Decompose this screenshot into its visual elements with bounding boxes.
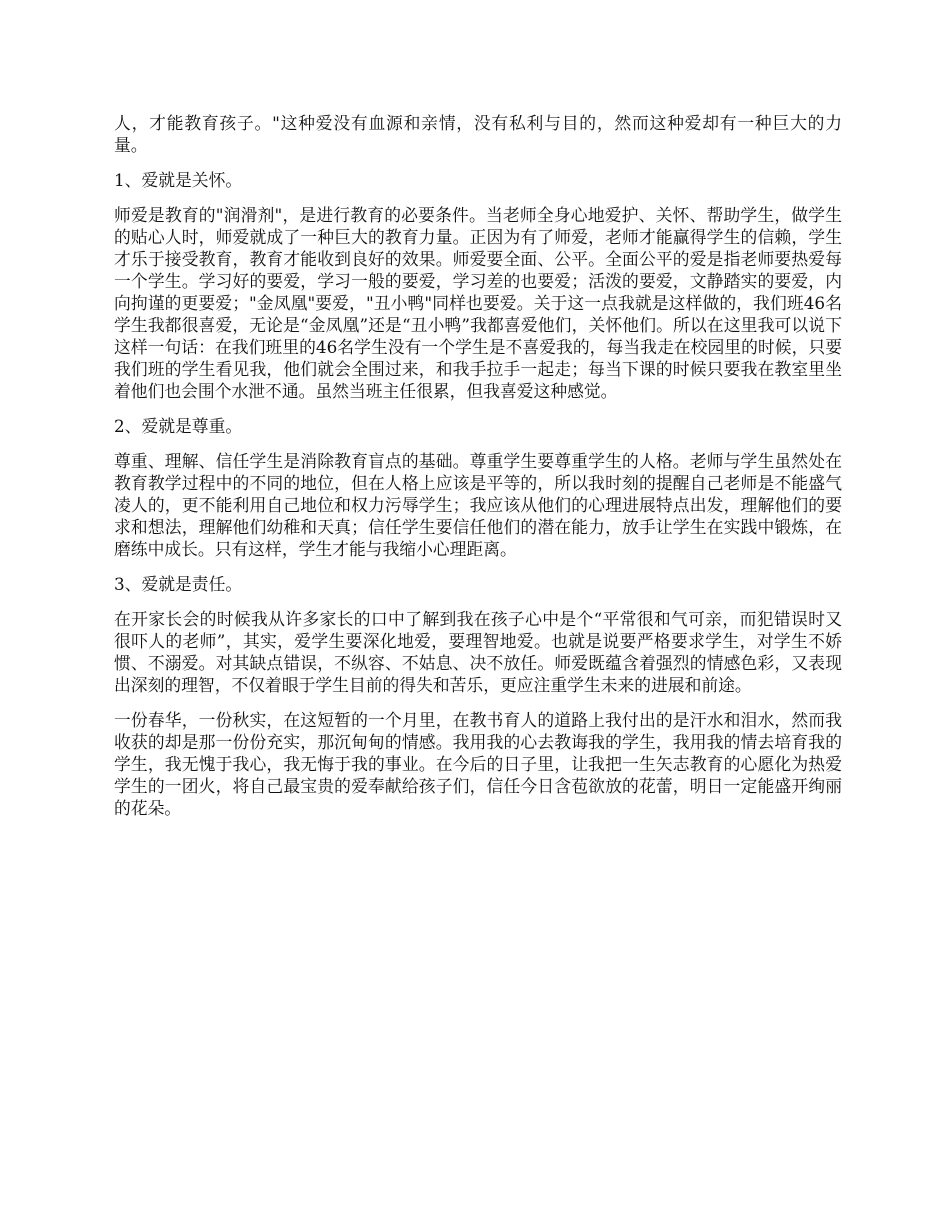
- paragraph-intro-continued: 人，才能教育孩子。"这种爱没有血源和亲情，没有私利与目的，然而这种爱却有一种巨大的力量。: [114, 113, 842, 155]
- section-heading-care: 1、爱就是关怀。: [114, 170, 243, 190]
- paragraph-respect: 尊重、理解、信任学生是消除教育盲点的基础。尊重学生要尊重学生的人格。老师与学生虽然处在教育教学过程中的不同的地位，但在人格上应该是平等的，所以我时刻的提醒自己老师是不能盛气凌人的，更不能利用自己地位和权力污辱学生；我应该从他们的心理进展特点出发，理解他们的要求和想法，理解他们幼稚和天真；信任学生要信任他们的潜在能力，放手让学生在实践中锻炼，在磨练中成长。只有这样，学生才能与我缩小心理距离。: [114, 451, 842, 559]
- section-heading-responsibility: 3、爱就是责任。: [114, 574, 243, 594]
- paragraph-conclusion: 一份春华，一份秋实，在这短暂的一个月里，在教书育人的道路上我付出的是汗水和泪水，然而我收获的却是那一份份充实，那沉甸甸的情感。我用我的心去教诲我的学生，我用我的情去培育我的学生，我无愧于我心，我无悔于我的事业。在今后的日子里，让我把一生矢志教育的心愿化为热爱学生的一团火，将自己最宝贵的爱奉献给孩子们，信任今日含苞欲放的花蕾，明日一定能盛开绚丽的花朵。: [114, 710, 842, 818]
- paragraph-care: 师爱是教育的"润滑剂"，是进行教育的必要条件。当老师全身心地爱护、关怀、帮助学生，做学生的贴心人时，师爱就成了一种巨大的教育力量。正因为有了师爱，老师才能赢得学生的信赖，学生才乐于接受教育，教育才能收到良好的效果。师爱要全面、公平。全面公平的爱是指老师要热爱每一个学生。学习好的要爱，学习一般的要爱，学习差的也要爱；活泼的要爱，文静踏实的要爱，内向拘谨的更要爱；"金凤凰"要爱，"丑小鸭"同样也要爱。关于这一点我就是这样做的，我们班46名学生我都很喜爱，无论是“金凤凰”还是“丑小鸭”我都喜爱他们，关怀他们。所以在这里我可以说下这样一句话：在我们班里的46名学生没有一个学生是不喜爱我的，每当我走在校园里的时候，只要我们班的学生看见我，他们就会全围过来，和我手拉手一起走；每当下课的时候只要我在教室里坐着他们也会围个水泄不通。虽然当班主任很累，但我喜爱这种感觉。: [114, 205, 842, 401]
- paragraph-responsibility: 在开家长会的时候我从许多家长的口中了解到我在孩子心中是个“平常很和气可亲，而犯错误时又很吓人的老师”，其实，爱学生要深化地爱，要理智地爱。也就是说要严格要求学生，对学生不娇惯、不溺爱。对其缺点错误，不纵容、不姑息、决不放任。师爱既蕴含着强烈的情感色彩，又表现出深刻的理智，不仅着眼于学生目前的得失和苦乐，更应注重学生未来的进展和前途。: [114, 609, 842, 695]
- section-heading-respect: 2、爱就是尊重。: [114, 416, 243, 436]
- document-body: [114, 112, 842, 832]
